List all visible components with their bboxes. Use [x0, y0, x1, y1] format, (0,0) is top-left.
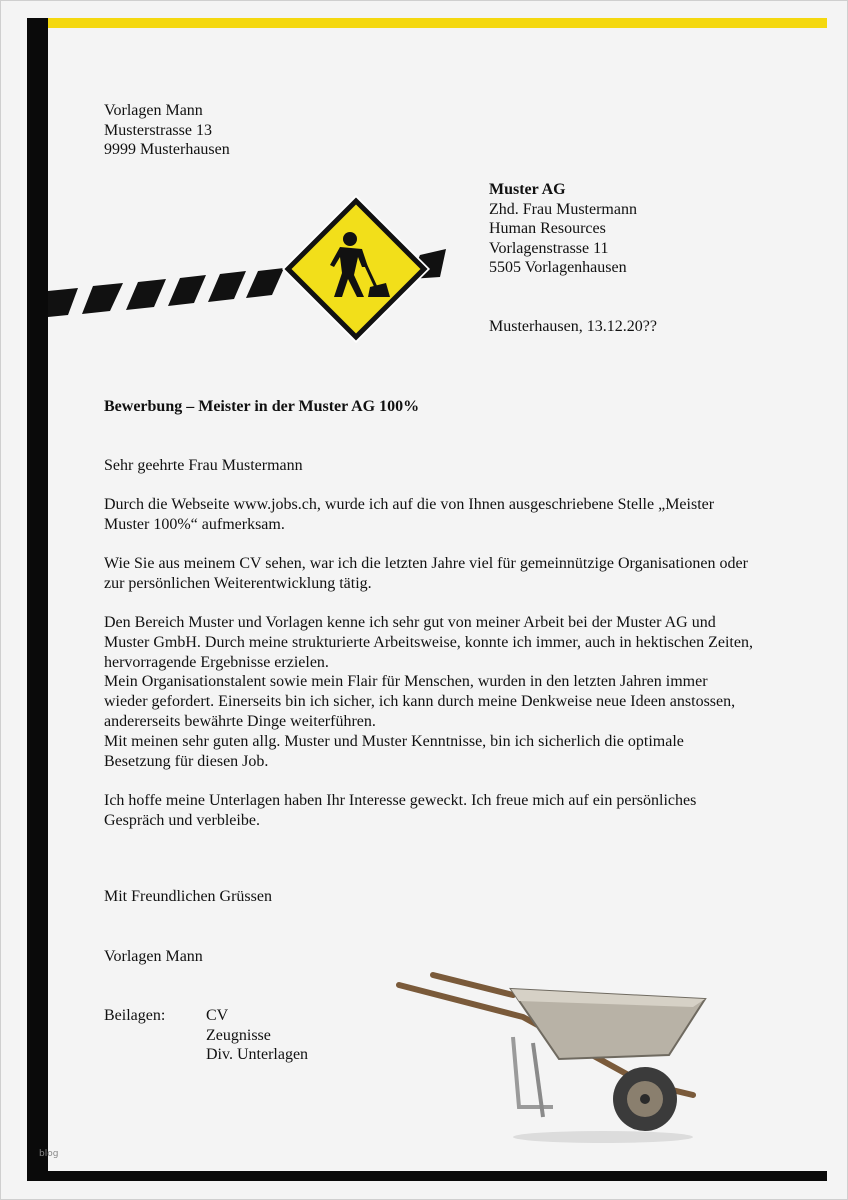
recipient-department: Human Resources: [489, 220, 606, 237]
salutation: Sehr geehrte Frau Mustermann: [104, 457, 303, 474]
bottom-black-bar: [27, 1171, 827, 1181]
recipient-city: 5505 Vorlagenhausen: [489, 259, 627, 276]
body-paragraph-6: Ich hoffe meine Unterlagen haben Ihr Interesse geweckt. Ich freue mich auf ein persönliches Gespräch und verbleibe.: [104, 792, 697, 829]
sender-address: [104, 101, 230, 160]
attachment-item: Div. Unterlagen: [206, 1046, 309, 1063]
body-paragraph-5: Mit meinen sehr guten allg. Muster und Muster Kenntnisse, bin ich sicherlich die optimale Besetzung für diesen Job.: [104, 733, 684, 770]
body-paragraph-4: Mein Organisationstalent sowie mein Flair für Menschen, wurden in den letzten Jahren immer wieder gefordert. Einerseits bin ich sicher, ich kann durch meine Denkweise neue Ideen anstossen, andererseits bewährte Dinge weiterführen.: [104, 673, 736, 730]
sender-city: 9999 Musterhausen: [104, 141, 230, 158]
construction-worker-sign-icon: [48, 191, 448, 356]
recipient-street: Vorlagenstrasse 11: [489, 239, 609, 257]
body-paragraph-2: Wie Sie aus meinem CV sehen, war ich die letzten Jahre viel für gemeinnützige Organisationen oder zur persönlichen Weiterentwicklung tätig.: [104, 555, 748, 592]
closing: Mit Freundlichen Grüssen: [104, 888, 272, 905]
attachments-list: [206, 1006, 308, 1065]
attachments-label: Beilagen:: [104, 1007, 166, 1024]
sender-name: Vorlagen Mann: [104, 102, 203, 119]
wheelbarrow-icon: [393, 967, 713, 1152]
subject-line: Bewerbung – Meister in der Muster AG 100%: [104, 398, 420, 415]
body-paragraph-1: Durch die Webseite www.jobs.ch, wurde ich auf die von Ihnen ausgeschriebene Stelle „Meister Muster 100%“ aufmerksam.: [104, 496, 715, 533]
signer-name: Vorlagen Mann: [104, 948, 203, 965]
body-paragraph-3: Den Bereich Muster und Vorlagen kenne ich sehr gut von meiner Arbeit bei der Muster AG und Muster GmbH. Durch meine strukturierte Arbeitsweise, konnte ich immer, auch in hektischen Zeiten, hervorragende Ergebnisse erzielen.: [104, 614, 753, 671]
watermark-text: blog: [39, 1149, 59, 1159]
recipient-attention: Zhd. Frau Mustermann: [489, 200, 637, 218]
date-line: Musterhausen, 13.12.20??: [489, 318, 657, 335]
sender-street: Musterstrasse 13: [104, 121, 212, 139]
top-yellow-bar: [48, 18, 827, 28]
left-black-bar: [27, 18, 48, 1181]
recipient-address: [489, 180, 637, 278]
recipient-company: Muster AG: [489, 181, 566, 198]
attachment-item: Zeugnisse: [206, 1026, 271, 1044]
attachment-item: CV: [206, 1007, 229, 1024]
